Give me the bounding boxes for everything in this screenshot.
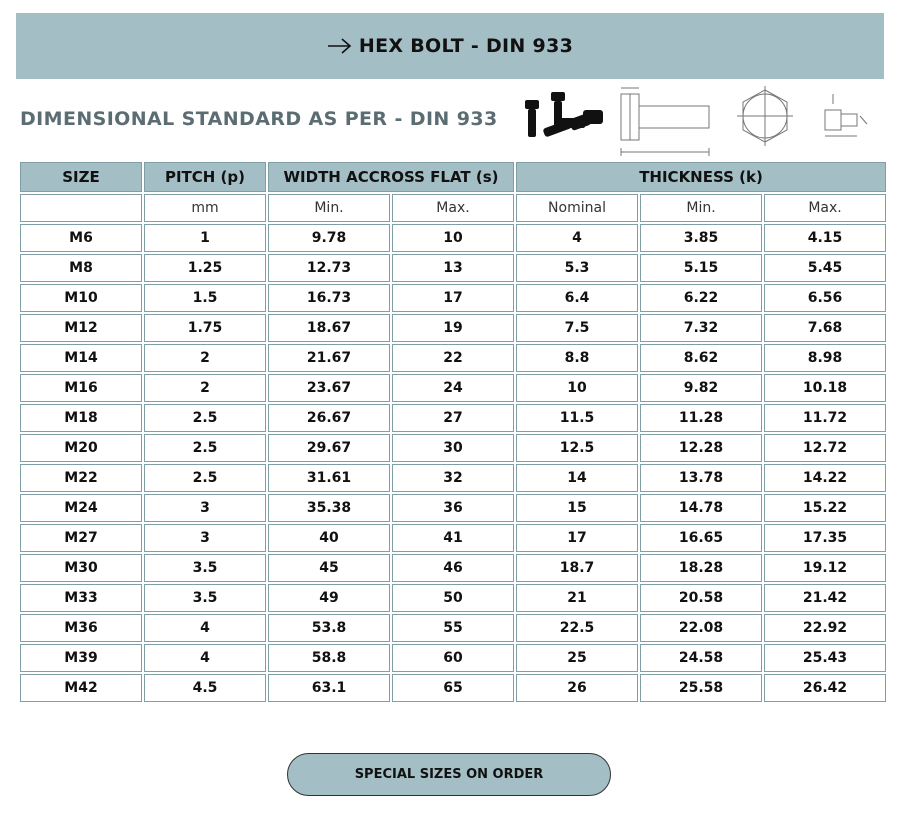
size-cell: M10: [20, 284, 142, 312]
value-cell: 3: [144, 494, 266, 522]
size-cell: M14: [20, 344, 142, 372]
value-cell: 4: [516, 224, 638, 252]
value-cell: 2.5: [144, 404, 266, 432]
value-cell: 15.22: [764, 494, 886, 522]
value-cell: 2: [144, 344, 266, 372]
unit-cell: Max.: [392, 194, 514, 222]
value-cell: 20.58: [640, 584, 762, 612]
value-cell: 49: [268, 584, 390, 612]
value-cell: 4: [144, 644, 266, 672]
size-cell: M22: [20, 464, 142, 492]
value-cell: 16.65: [640, 524, 762, 552]
value-cell: 11.28: [640, 404, 762, 432]
bolts-photo: [525, 92, 603, 137]
header-thickness: THICKNESS (k): [516, 162, 886, 192]
value-cell: 30: [392, 434, 514, 462]
table-row: [20, 464, 886, 492]
value-cell: 11.5: [516, 404, 638, 432]
arrow-right-icon: [327, 38, 353, 54]
table-row: [20, 314, 886, 342]
value-cell: 4: [144, 614, 266, 642]
value-cell: 53.8: [268, 614, 390, 642]
value-cell: 12.28: [640, 434, 762, 462]
special-sizes-button-label: SPECIAL SIZES ON ORDER: [354, 767, 544, 782]
size-cell: M24: [20, 494, 142, 522]
unit-cell: Min.: [640, 194, 762, 222]
table-row: [20, 674, 886, 702]
value-cell: 14.22: [764, 464, 886, 492]
value-cell: 16.73: [268, 284, 390, 312]
value-cell: 11.72: [764, 404, 886, 432]
value-cell: 22.5: [516, 614, 638, 642]
value-cell: 25.58: [640, 674, 762, 702]
header-width-across-flat: WIDTH ACCROSS FLAT (s): [268, 162, 514, 192]
value-cell: 32: [392, 464, 514, 492]
value-cell: 29.67: [268, 434, 390, 462]
page-title: [327, 35, 573, 57]
table-row: [20, 254, 886, 282]
value-cell: 35.38: [268, 494, 390, 522]
value-cell: 63.1: [268, 674, 390, 702]
value-cell: 1.5: [144, 284, 266, 312]
table-header-row: [20, 162, 886, 192]
value-cell: 9.82: [640, 374, 762, 402]
size-cell: M42: [20, 674, 142, 702]
value-cell: 65: [392, 674, 514, 702]
unit-cell: [20, 194, 142, 222]
table-row: [20, 374, 886, 402]
value-cell: 18.28: [640, 554, 762, 582]
value-cell: 22: [392, 344, 514, 372]
value-cell: 3.5: [144, 554, 266, 582]
table-row: [20, 614, 886, 642]
thread-detail-drawing: [825, 94, 867, 136]
value-cell: 7.5: [516, 314, 638, 342]
value-cell: 60: [392, 644, 514, 672]
size-cell: M30: [20, 554, 142, 582]
value-cell: 12.5: [516, 434, 638, 462]
value-cell: 5.3: [516, 254, 638, 282]
value-cell: 17: [392, 284, 514, 312]
value-cell: 24: [392, 374, 514, 402]
value-cell: 17.35: [764, 524, 886, 552]
unit-cell: Nominal: [516, 194, 638, 222]
value-cell: 26.67: [268, 404, 390, 432]
value-cell: 41: [392, 524, 514, 552]
value-cell: 12.73: [268, 254, 390, 282]
size-cell: M39: [20, 644, 142, 672]
table-row: [20, 644, 886, 672]
value-cell: 8.62: [640, 344, 762, 372]
value-cell: 2.5: [144, 464, 266, 492]
dimension-table: [18, 160, 888, 704]
value-cell: 25.43: [764, 644, 886, 672]
value-cell: 13.78: [640, 464, 762, 492]
unit-cell: Min.: [268, 194, 390, 222]
value-cell: 36: [392, 494, 514, 522]
value-cell: 7.32: [640, 314, 762, 342]
page-title-text: HEX BOLT - DIN 933: [358, 35, 574, 57]
bolt-illustrations: [515, 80, 885, 160]
value-cell: 4.15: [764, 224, 886, 252]
value-cell: 19.12: [764, 554, 886, 582]
value-cell: 4.5: [144, 674, 266, 702]
units-row: [20, 194, 886, 222]
header-size: SIZE: [20, 162, 142, 192]
header-pitch: PITCH (p): [144, 162, 266, 192]
value-cell: 18.67: [268, 314, 390, 342]
size-cell: M16: [20, 374, 142, 402]
table-row: [20, 494, 886, 522]
hex-head-drawing: [737, 86, 793, 146]
special-sizes-button[interactable]: [287, 753, 611, 796]
value-cell: 22.08: [640, 614, 762, 642]
value-cell: 58.8: [268, 644, 390, 672]
value-cell: 46: [392, 554, 514, 582]
table-row: [20, 524, 886, 552]
value-cell: 50: [392, 584, 514, 612]
header-bar: [16, 13, 884, 79]
value-cell: 26: [516, 674, 638, 702]
value-cell: 23.67: [268, 374, 390, 402]
value-cell: 5.15: [640, 254, 762, 282]
bolt-side-drawing: [621, 88, 709, 156]
value-cell: 2: [144, 374, 266, 402]
value-cell: 17: [516, 524, 638, 552]
value-cell: 10: [516, 374, 638, 402]
unit-cell: Max.: [764, 194, 886, 222]
table-row: [20, 554, 886, 582]
value-cell: 7.68: [764, 314, 886, 342]
table-row: [20, 344, 886, 372]
subtitle: DIMENSIONAL STANDARD AS PER - DIN 933: [20, 108, 498, 130]
value-cell: 24.58: [640, 644, 762, 672]
value-cell: 5.45: [764, 254, 886, 282]
value-cell: 15: [516, 494, 638, 522]
value-cell: 14: [516, 464, 638, 492]
value-cell: 8.98: [764, 344, 886, 372]
value-cell: 9.78: [268, 224, 390, 252]
value-cell: 10: [392, 224, 514, 252]
value-cell: 40: [268, 524, 390, 552]
unit-cell: mm: [144, 194, 266, 222]
value-cell: 12.72: [764, 434, 886, 462]
size-cell: M6: [20, 224, 142, 252]
value-cell: 10.18: [764, 374, 886, 402]
size-cell: M12: [20, 314, 142, 342]
value-cell: 55: [392, 614, 514, 642]
value-cell: 21.42: [764, 584, 886, 612]
value-cell: 1: [144, 224, 266, 252]
value-cell: 6.56: [764, 284, 886, 312]
table-row: [20, 404, 886, 432]
size-cell: M33: [20, 584, 142, 612]
value-cell: 21: [516, 584, 638, 612]
size-cell: M18: [20, 404, 142, 432]
value-cell: 22.92: [764, 614, 886, 642]
value-cell: 6.22: [640, 284, 762, 312]
value-cell: 14.78: [640, 494, 762, 522]
value-cell: 1.75: [144, 314, 266, 342]
table-row: [20, 224, 886, 252]
value-cell: 3.85: [640, 224, 762, 252]
value-cell: 1.25: [144, 254, 266, 282]
table-row: [20, 434, 886, 462]
value-cell: 26.42: [764, 674, 886, 702]
value-cell: 27: [392, 404, 514, 432]
value-cell: 2.5: [144, 434, 266, 462]
value-cell: 18.7: [516, 554, 638, 582]
table-row: [20, 584, 886, 612]
size-cell: M8: [20, 254, 142, 282]
value-cell: 21.67: [268, 344, 390, 372]
size-cell: M27: [20, 524, 142, 552]
size-cell: M36: [20, 614, 142, 642]
value-cell: 45: [268, 554, 390, 582]
value-cell: 25: [516, 644, 638, 672]
value-cell: 19: [392, 314, 514, 342]
value-cell: 31.61: [268, 464, 390, 492]
value-cell: 8.8: [516, 344, 638, 372]
value-cell: 3.5: [144, 584, 266, 612]
value-cell: 13: [392, 254, 514, 282]
size-cell: M20: [20, 434, 142, 462]
value-cell: 3: [144, 524, 266, 552]
table-row: [20, 284, 886, 312]
value-cell: 6.4: [516, 284, 638, 312]
